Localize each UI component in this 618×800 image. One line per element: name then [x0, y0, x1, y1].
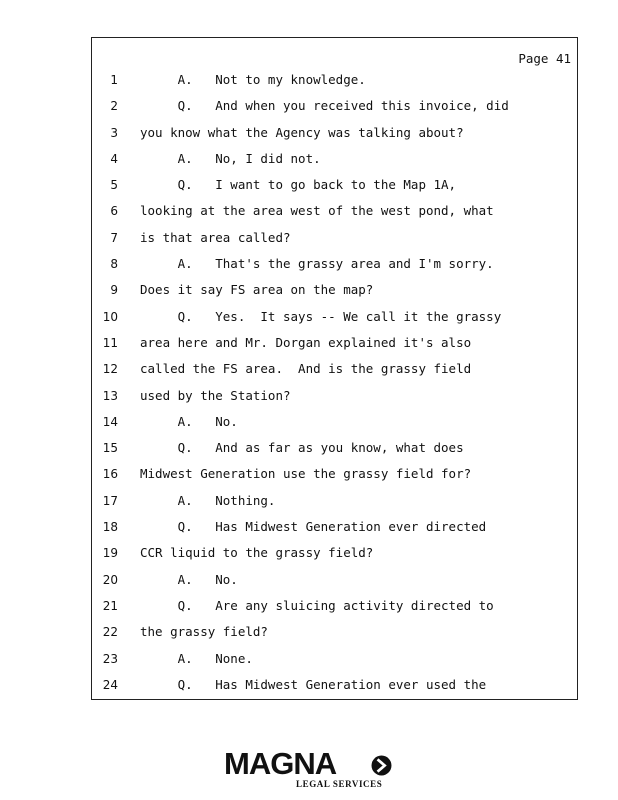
- line-text: Q. Yes. It says -- We call it the grassy: [140, 308, 502, 324]
- line-text: you know what the Agency was talking about?: [140, 124, 464, 140]
- line-number: 4: [110, 151, 118, 166]
- transcript-line: [92, 277, 577, 303]
- line-number: 11: [102, 335, 118, 350]
- line-number: 15: [102, 441, 118, 456]
- transcript-lines: [92, 67, 577, 698]
- line-number: 3: [110, 125, 118, 140]
- line-text: Q. And as far as you know, what does: [140, 440, 464, 456]
- transcript-line: [92, 383, 577, 409]
- transcript-line: [92, 93, 577, 119]
- transcript-line: [92, 409, 577, 435]
- line-number: 14: [102, 414, 118, 429]
- transcript-line: [92, 225, 577, 251]
- transcript-line: [92, 172, 577, 198]
- transcript-line: [92, 672, 577, 698]
- line-number: 13: [102, 388, 118, 403]
- line-text: A. That's the grassy area and I'm sorry.: [140, 256, 494, 272]
- line-number: 5: [110, 178, 118, 193]
- line-number: 6: [110, 204, 118, 219]
- line-text: A. Not to my knowledge.: [140, 72, 366, 87]
- transcript-line: [92, 251, 577, 277]
- transcript-line: [92, 567, 577, 593]
- transcript-line: [92, 514, 577, 540]
- line-text: area here and Mr. Dorgan explained it's also: [140, 334, 472, 350]
- line-number: 18: [102, 520, 118, 535]
- line-text: Q. I want to go back to the Map 1A,: [140, 177, 457, 193]
- line-text: looking at the area west of the west pond, what: [140, 203, 494, 219]
- line-number: 19: [102, 546, 118, 561]
- line-text: Does it say FS area on the map?: [140, 282, 374, 298]
- transcript-line: [92, 619, 577, 645]
- line-number: 2: [110, 99, 118, 114]
- line-text: A. No.: [140, 571, 238, 587]
- line-text: A. None.: [140, 650, 253, 666]
- transcript-line: [92, 461, 577, 487]
- line-number: 7: [110, 230, 118, 245]
- logo-wordmark: MAGNA: [224, 746, 337, 781]
- transcript-line: [92, 435, 577, 461]
- line-text: used by the Station?: [140, 387, 291, 403]
- line-text: Midwest Generation use the grassy field for?: [140, 466, 472, 482]
- transcript-line: [92, 304, 577, 330]
- magna-logo: [224, 748, 396, 792]
- line-text: CCR liquid to the grassy field?: [140, 545, 374, 561]
- line-number: 12: [102, 362, 118, 377]
- line-number: 24: [102, 677, 118, 692]
- transcript-line: [92, 540, 577, 566]
- line-text: Q. Are any sluicing activity directed to: [140, 597, 494, 613]
- transcript-line: [92, 356, 577, 382]
- line-number: 8: [110, 257, 118, 272]
- line-text: Q. And when you received this invoice, did: [140, 98, 509, 114]
- line-number: 17: [102, 493, 118, 508]
- transcript-page: [91, 37, 578, 700]
- line-text: A. Nothing.: [140, 492, 276, 508]
- line-number: 1: [110, 73, 118, 87]
- line-text: A. No, I did not.: [140, 150, 321, 166]
- line-number: 22: [102, 625, 118, 640]
- transcript-line: [92, 593, 577, 619]
- line-number: 16: [102, 467, 118, 482]
- line-text: is that area called?: [140, 229, 291, 245]
- page-number: Page 41: [518, 51, 571, 66]
- arrow-circle-icon: [371, 755, 392, 776]
- transcript-line: [92, 67, 577, 93]
- transcript-line: [92, 198, 577, 224]
- transcript-line: [92, 646, 577, 672]
- line-number: 21: [102, 598, 118, 613]
- line-text: Q. Has Midwest Generation ever used the: [140, 676, 487, 692]
- line-number: 10: [102, 309, 118, 324]
- line-text: the grassy field?: [140, 624, 268, 640]
- line-number: 20: [102, 572, 118, 587]
- line-number: 9: [110, 283, 118, 298]
- line-text: Q. Has Midwest Generation ever directed: [140, 519, 487, 535]
- transcript-line: [92, 330, 577, 356]
- line-text: called the FS area. And is the grassy field: [140, 361, 472, 377]
- transcript-line: [92, 146, 577, 172]
- line-text: A. No.: [140, 413, 238, 429]
- transcript-line: [92, 488, 577, 514]
- line-number: 23: [102, 651, 118, 666]
- transcript-line: [92, 120, 577, 146]
- logo-tagline: LEGAL SERVICES: [296, 779, 383, 789]
